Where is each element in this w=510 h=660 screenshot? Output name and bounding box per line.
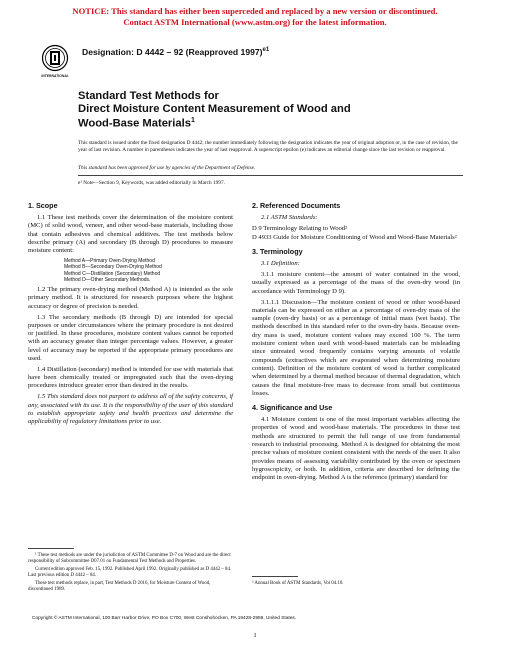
title-line-2: Direct Moisture Content Measurement of Wood and xyxy=(78,102,351,115)
right-footnote xyxy=(252,576,460,586)
notice-banner xyxy=(0,6,510,27)
para-1-3: 1.3 The secondary methods (B through D) are intended for special purposes or under circumstances where the primary procedure is not desired or justified. In these procedures, moisture content values cannot be reported with an accuracy greater than integer percentage values. However, a greater level of accuracy may be reported if the appropriate primary procedures are used. xyxy=(28,313,233,363)
astm-logo xyxy=(38,43,72,81)
document-title xyxy=(78,90,438,131)
significance-heading: 4. Significance and Use xyxy=(252,403,333,413)
scope-heading: 1. Scope xyxy=(28,201,58,210)
refs-subheading: 2.1 ASTM Standards: xyxy=(261,214,318,221)
page-number: 1 xyxy=(253,632,257,639)
designation-text: Designation: D 4442 – 92 (Reapproved 1997) xyxy=(82,47,263,57)
copyright-line: Copyright © ASTM International, 100 Barr Harbor Drive, PO Box C700, West Conshohocken, PA 19428-2959, United States. xyxy=(32,616,297,621)
methods-list xyxy=(64,258,233,283)
para-1-2: 1.2 The primary oven-drying method (Method A) is intended as the sole primary method. It is structured for research purposes where the highest accuracy or degree of precision is needed. xyxy=(28,286,233,310)
refs-heading: 2. Referenced Documents xyxy=(252,201,341,210)
title-line-1: Standard Test Methods for xyxy=(78,90,219,102)
footnote-rule xyxy=(252,576,298,577)
left-footnotes xyxy=(28,548,233,596)
footnote-1c: These test methods replace, in part, Test Methods D 2016, for Moisture Content of Wood, discontinued 1989. xyxy=(28,581,211,593)
notice-line-2: Contact ASTM International (www.astm.org) for the latest information. xyxy=(123,16,387,27)
ref-item: D 9 Terminology Relating to Wood² xyxy=(252,224,348,232)
para-1-5: 1.5 This standard does not purport to address all of the safety concerns, if any, associated with its use. It is the responsibility of the user of this standard to establish appropriate safety and health practices and determine the applicability of regulatory limitations prior to use. xyxy=(28,393,233,426)
title-footnote-mark: 1 xyxy=(190,117,195,125)
header-rule xyxy=(78,175,463,176)
designation xyxy=(82,47,269,57)
footnote-rule xyxy=(28,548,74,549)
issued-statement: This standard is issued under the fixed designation D 4442; the number immediately following the designation indicates the year of original adoption or, in the case of revision, the year of last revision. A number in parentheses indicates the year of last reapproval. A superscript epsilon (e) indicates an editorial change since the last revision or reapproval. xyxy=(78,140,458,153)
para-1-1: 1.1 These test methods cover the determination of the moisture content (MC) of solid wood, veneer, and other wood-base materials, including those that contain adhesives and chemical additives. The test methods below describe primary (A) and secondary (B through D) procedures to measure moisture content: xyxy=(28,214,233,255)
para-1-4: 1.4 Distillation (secondary) method is intended for use with materials that have been chemically treated or impregnated such that the oven-drying procedures introduce greater error than desired in the results. xyxy=(28,365,233,390)
left-column xyxy=(28,201,233,429)
terminology-heading: 3. Terminology xyxy=(252,247,303,257)
footnote-1a: ¹ These test methods are under the jurisdiction of ASTM Committee D-7 on Wood and are the direct responsibility of Subcommittee D07.01 on Fundamental Test Methods and Properties. xyxy=(28,553,231,565)
editorial-note: e¹ Note—Section 9, Keywords, was added editorially in March 1997. xyxy=(78,180,225,186)
ref-item: D 4933 Guide for Moisture Conditioning of Wood and Wood-Base Materials² xyxy=(252,234,457,242)
refs-list xyxy=(252,214,460,242)
method-item: Method A—Primary Oven-Drying Method xyxy=(64,257,155,264)
notice-line-1: NOTICE: This standard has either been superceded and replaced by a new version or discontinued. xyxy=(72,6,438,16)
footnote-1b: Current edition approved Feb. 15, 1992. Published April 1992. Originally published as D 4442 – 84. Last previous edition D 4442 – 84. xyxy=(28,567,232,579)
approved-statement: This standard has been approved for use by agencies of the Department of Defense. xyxy=(78,165,256,171)
footnote-2: ² Annual Book of ASTM Standards, Vol 04.10. xyxy=(252,581,344,586)
method-item: Method C—Distillation (Secondary) Method xyxy=(64,270,161,277)
right-column xyxy=(252,201,460,485)
logo-caption: INTERNATIONAL xyxy=(41,74,69,78)
title-line-3: Wood-Base Materials xyxy=(78,117,191,130)
designation-sup: e1 xyxy=(262,47,270,54)
definition-subheading: 3.1 Definition: xyxy=(261,260,300,268)
para-3-1-1-1: 3.1.1.1 Discussion—The moisture content of wood or other wood-based materials can be expressed on either as a percentage of oven-dry mass of the sample (oven-dry basis) or as a percentage of initial mass (wet basis). The methods described in this standard refer to the oven-dry basis. Because oven-dry mass is used, moisture content values may exceed 100 %. The term moisture content when used with wood-based materials can be misleading since untreated wood frequently contains varying amounts of volatile compounds (extractives which are evaporated when determining moisture content). Definition of the moisture content of wood is further complicated when determined by a thermal method because of thermal degradation, which causes the final moisture-free mass to decrease from small but continuous losses. xyxy=(252,298,460,397)
para-4-1: 4.1 Moisture content is one of the most important variables affecting the properties of wood and wood-base materials. The procedures in these test methods are structured to permit the full range of use from fundamental research to industrial processing. Method A is designed for obtaining the most precise values of moisture content consistent with the needs of the user. It also provides means of assessing variability contributed by the oven or specimen hygroscopicity, or both. In addition, criteria are described for defining the endpoint in oven-drying. Method A is the reference (primary) standard for xyxy=(252,416,460,482)
method-item: Method D—Other Secondary Methods. xyxy=(64,276,151,283)
para-3-1-1: 3.1.1 moisture content—the amount of water contained in the wood, usually expressed as a percentage of the mass of the oven-dry wood (in accordance with Terminology D 9). xyxy=(252,271,460,295)
method-item: Method B—Secondary Oven-Drying Method xyxy=(64,264,162,271)
